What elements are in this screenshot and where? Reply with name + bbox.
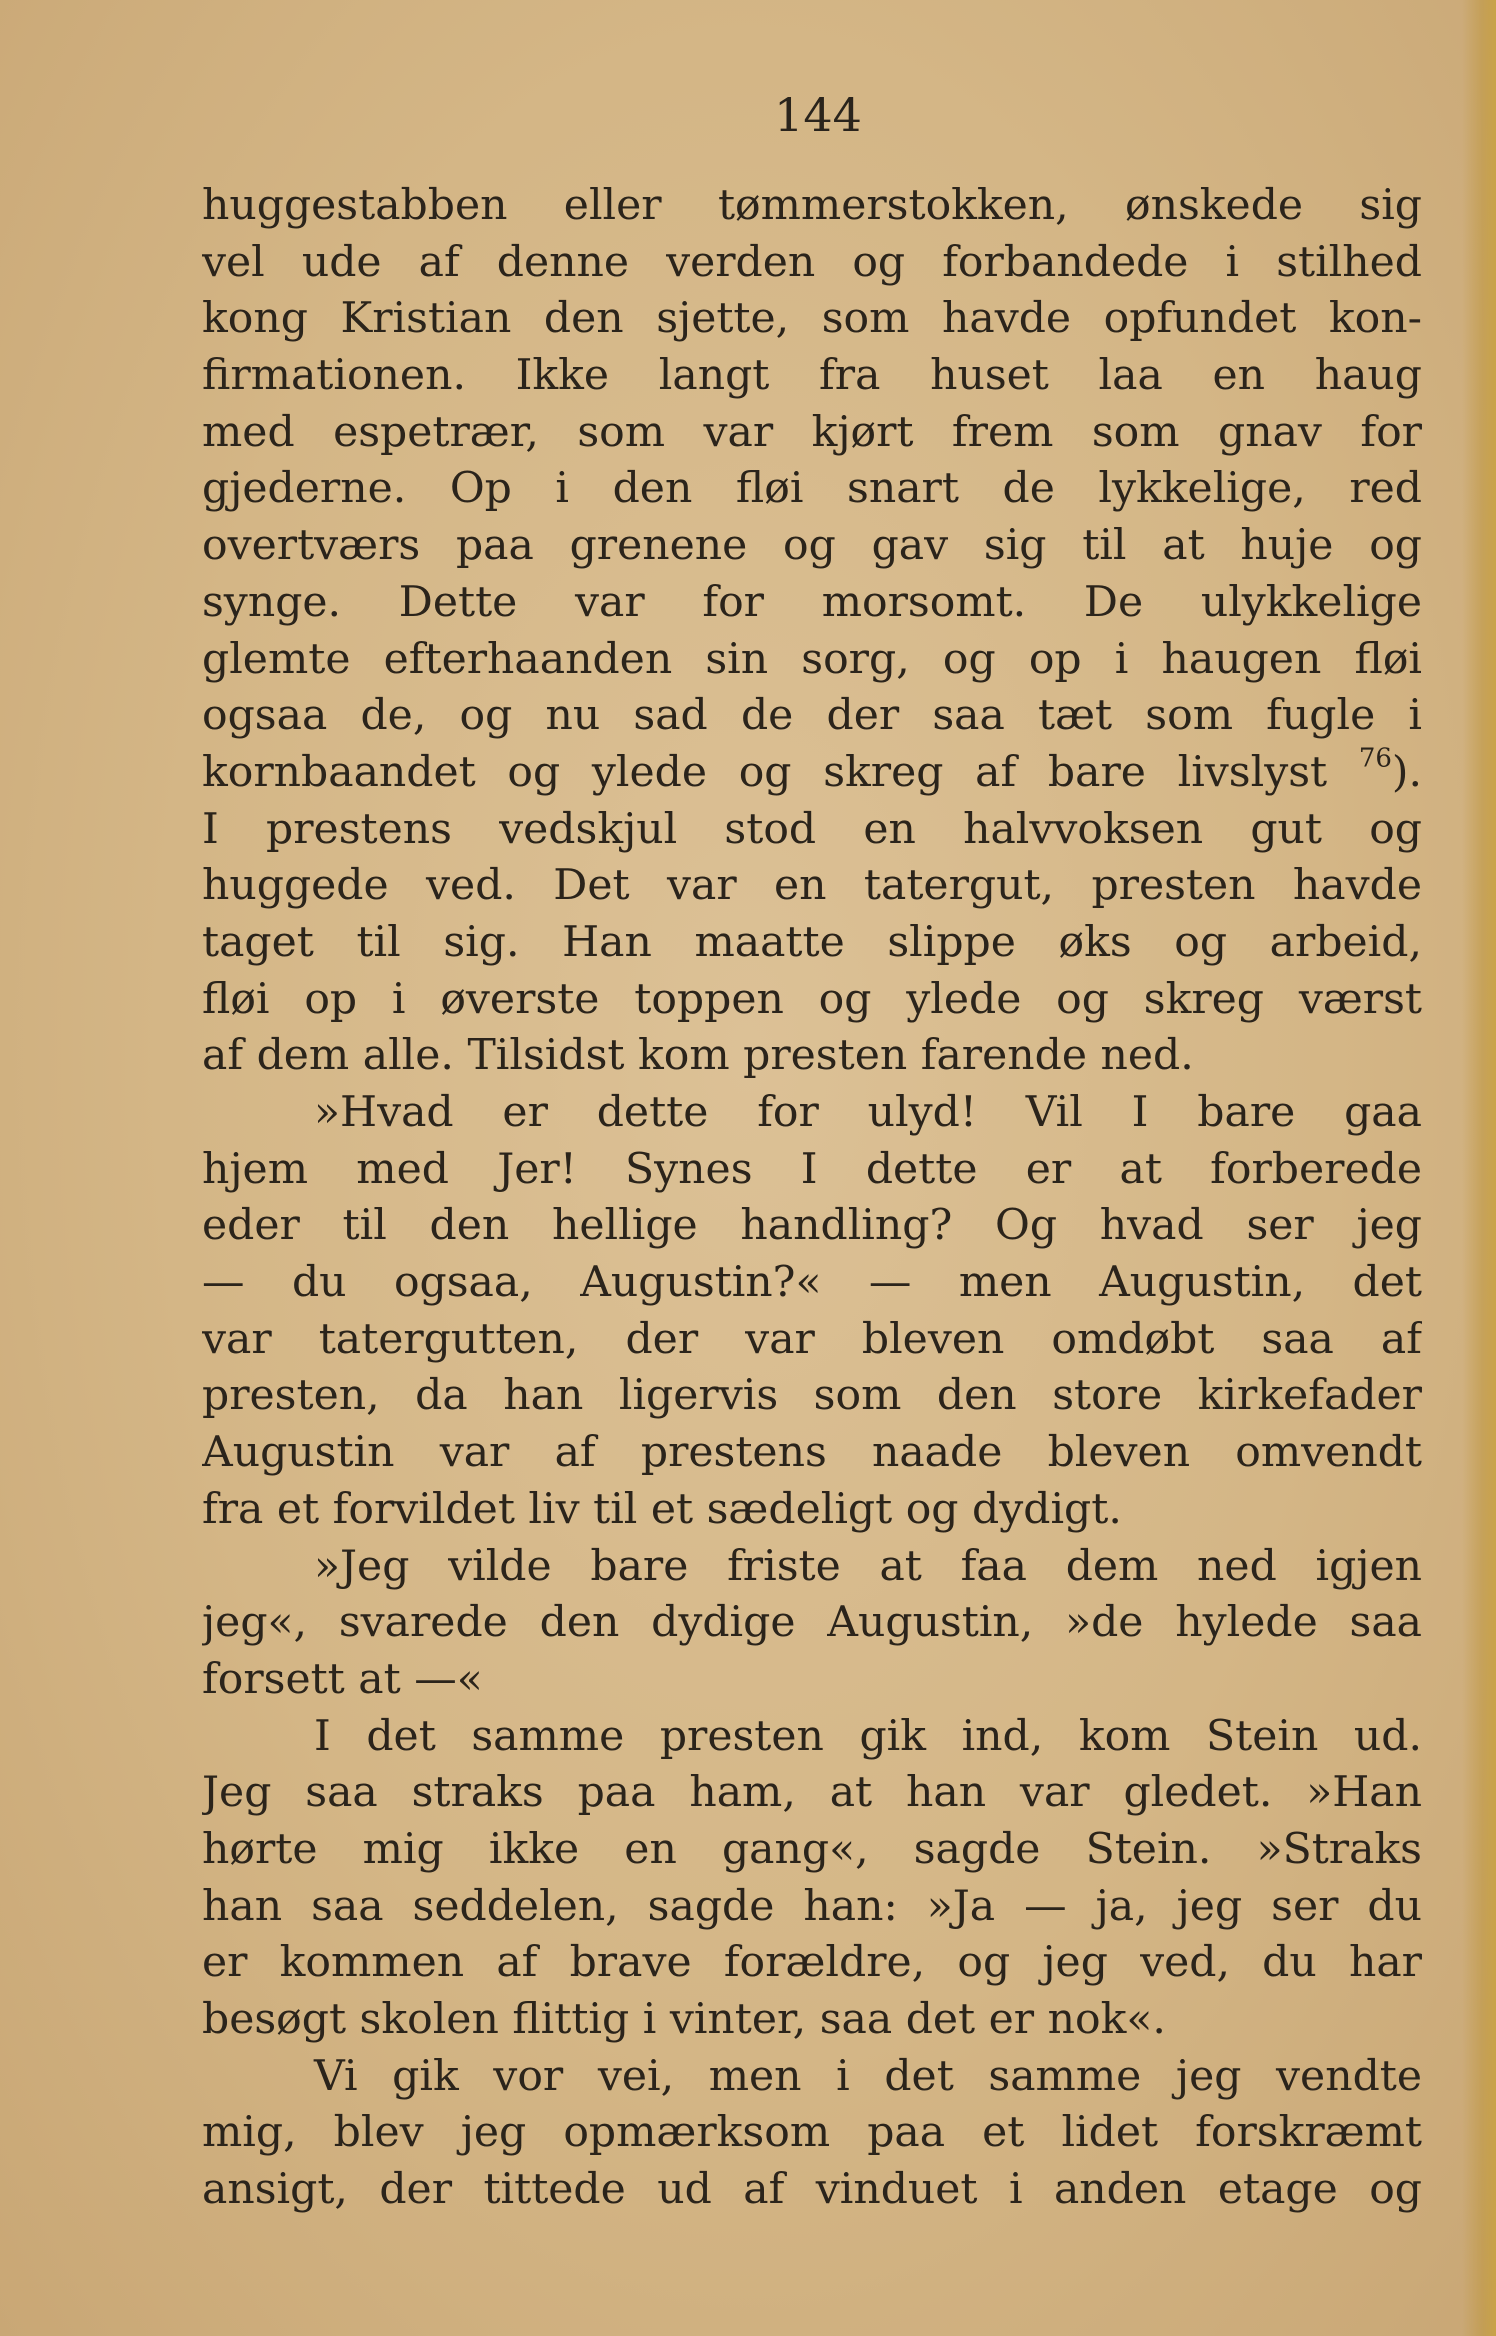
text-line: Jeg saa straks paa ham, at han var gledet. »Han <box>202 1768 1422 1818</box>
text-line: huggede ved. Det var en tatergut, presten havde <box>202 861 1422 911</box>
text-line: hjem med Jer! Synes I dette er at forberede <box>202 1144 1422 1194</box>
text-line: med espetrær, som var kjørt frem som gnav for <box>202 407 1422 457</box>
text-line: taget til sig. Han maatte slippe øks og arbeid, <box>202 917 1422 967</box>
text-line: fløi op i øverste toppen og ylede og skreg værst <box>202 974 1422 1024</box>
text-line: firmationen. Ikke langt fra huset laa en haug <box>202 351 1422 401</box>
text-line-paragraph-start: Vi gik vor vei, men i det samme jeg vendte <box>314 2051 1422 2101</box>
text-line: han saa seddelen, sagde han: »Ja — ja, jeg ser du <box>202 1881 1422 1931</box>
text-line: gjederne. Op i den fløi snart de lykkelige, red <box>202 464 1422 514</box>
text-line: kong Kristian den sjette, som havde opfundet kon- <box>202 294 1422 344</box>
footnote-tail: ). <box>1391 747 1422 797</box>
text-line: I prestens vedskjul stod en halvvoksen gut og <box>202 804 1422 854</box>
text-line: er kommen af brave forældre, og jeg ved, du har <box>202 1938 1422 1988</box>
text-line: overtværs paa grenene og gav sig til at huje og <box>202 521 1422 571</box>
text-line: besøgt skolen flittig i vinter, saa det er nok«. <box>202 1995 1166 2044</box>
text-line: synge. Dette var for morsomt. De ulykkelige <box>202 577 1422 627</box>
text-line: presten, da han ligervis som den store kirkefader <box>202 1371 1422 1421</box>
text-line: glemte efterhaanden sin sorg, og op i haugen fløi <box>202 634 1422 684</box>
text-line: eder til den hellige handling? Og hvad ser jeg <box>202 1201 1422 1251</box>
text-line: mig, blev jeg opmærksom paa et lidet forskræmt <box>202 2108 1422 2158</box>
text-line: huggestabben eller tømmerstokken, ønskede sig <box>202 181 1422 230</box>
text-line: vel ude af denne verden og forbandede i stilhed <box>202 237 1422 287</box>
text-line: ogsaa de, og nu sad de der saa tæt som fugle i <box>202 691 1422 741</box>
page-number: 144 <box>774 88 862 142</box>
text-line: ansigt, der tittede ud af vinduet i anden etage og <box>202 2165 1422 2215</box>
text-line-with-footnote <box>202 745 1422 802</box>
text-line: Augustin var af prestens naade bleven omvendt <box>202 1428 1422 1478</box>
body-text <box>202 178 1422 2219</box>
text-line: hørte mig ikke en gang«, sagde Stein. »Straks <box>202 1824 1422 1874</box>
text-line-content: kornbaandet og ylede og skreg af bare livslyst <box>202 747 1328 797</box>
footnote-reference[interactable]: 76 <box>1358 744 1392 774</box>
text-line: forsett at —« <box>202 1654 483 1704</box>
text-line: var tatergutten, der var bleven omdøbt saa af <box>202 1314 1422 1364</box>
text-line: fra et forvildet liv til et sædeligt og dydigt. <box>202 1484 1122 1534</box>
text-line-paragraph-start: I det samme presten gik ind, kom Stein ud. <box>314 1711 1422 1761</box>
page-edge <box>1462 0 1496 2336</box>
text-line: jeg«, svarede den dydige Augustin, »de hylede saa <box>202 1598 1422 1648</box>
text-line-paragraph-start: »Jeg vilde bare friste at faa dem ned igjen <box>314 1541 1422 1591</box>
text-line: af dem alle. Tilsidst kom presten farende ned. <box>202 1031 1194 1081</box>
text-line-paragraph-start: »Hvad er dette for ulyd! Vil I bare gaa <box>314 1088 1422 1137</box>
text-line: — du ogsaa, Augustin?« — men Augustin, det <box>202 1258 1422 1308</box>
